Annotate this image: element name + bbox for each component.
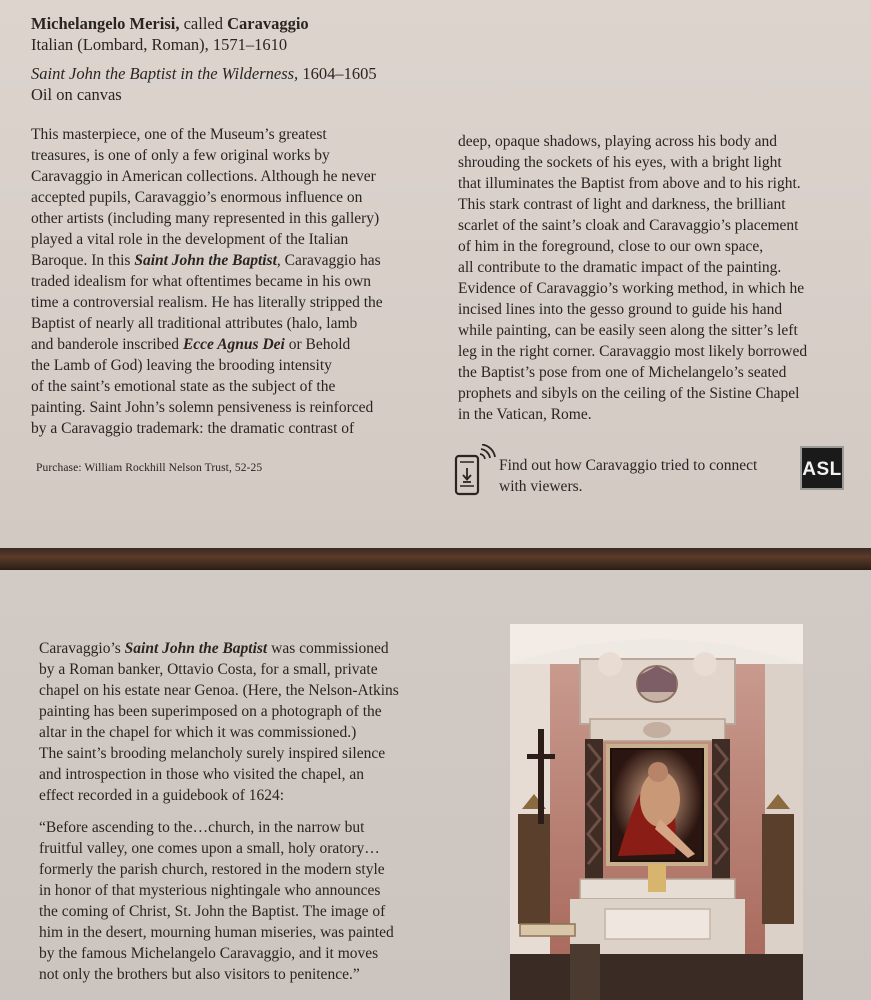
text-line: that illuminates the Baptist from above and to his right. xyxy=(458,175,801,192)
italic-title: Saint John the Baptist xyxy=(124,640,268,657)
text-line: Caravaggio’s xyxy=(39,640,125,657)
text-line: painting. Saint John’s solemn pensiveness is reinforced xyxy=(31,399,374,416)
text-line: formerly the parish church, restored in the modern style xyxy=(39,861,385,878)
text-line: by the famous Michelangelo Caravaggio, and it moves xyxy=(39,945,379,962)
description-right-column xyxy=(458,131,848,425)
text-line: Baptist of nearly all traditional attributes (halo, lamb xyxy=(31,315,358,332)
text-line: Evidence of Caravaggio’s working method, in which he xyxy=(458,280,805,297)
artwork-medium: Oil on canvas xyxy=(31,85,122,104)
text-line: while painting, can be easily seen along the sitter’s left xyxy=(458,322,798,339)
wall-divider xyxy=(0,548,871,570)
text-line: all contribute to the dramatic impact of the painting. xyxy=(458,259,782,276)
text-line: of the saint’s emotional state as the subject of the xyxy=(31,378,336,395)
text-line: in the Vatican, Rome. xyxy=(458,406,592,423)
cta-line: Find out how Caravaggio tried to connect xyxy=(499,457,758,474)
artist-nationality: Italian (Lombard, Roman), 1571–1610 xyxy=(31,35,288,54)
text-line: of him in the foreground, close to our own space, xyxy=(458,238,764,255)
text-line: or Behold xyxy=(284,336,351,353)
text-line: played a vital role in the development of the Italian xyxy=(31,231,349,248)
text-line: deep, opaque shadows, playing across his body and xyxy=(458,133,777,150)
text-line: treasures, is one of only a few original works by xyxy=(31,147,330,164)
text-line: leg in the right corner. Caravaggio most likely borrowed xyxy=(458,343,808,360)
text-line: other artists (including many represented in this gallery) xyxy=(31,210,380,227)
text-line: by a Caravaggio trademark: the dramatic contrast of xyxy=(31,420,355,437)
text-line: accepted pupils, Caravaggio’s enormous influence on xyxy=(31,189,363,206)
artist-alias: Caravaggio xyxy=(227,14,309,33)
artwork-title-line xyxy=(31,64,377,84)
text-line: and banderole inscribed xyxy=(31,336,183,353)
text-line: The saint’s brooding melancholy surely inspired silence xyxy=(39,745,386,762)
description-left-column xyxy=(31,124,431,439)
commission-paragraph xyxy=(39,638,489,806)
text-line: traded idealism for what oftentimes became in his own xyxy=(31,273,372,290)
asl-badge[interactable]: ASL xyxy=(800,446,844,490)
text-line: the Baptist’s pose from one of Michelangelo’s seated xyxy=(458,364,787,381)
artwork-date: 1604–1605 xyxy=(298,64,377,83)
mobile-phone-download-icon[interactable] xyxy=(452,444,496,496)
text-line: incised lines into the gesso ground to guide his hand xyxy=(458,301,783,318)
artist-name: Michelangelo Merisi, xyxy=(31,14,180,33)
credit-line: Purchase: William Rockhill Nelson Trust, 52-25 xyxy=(36,462,263,474)
guidebook-quote xyxy=(39,817,489,985)
text-line: chapel on his estate near Genoa. (Here, the Nelson-Atkins xyxy=(39,682,399,699)
text-line: Caravaggio in American collections. Although he never xyxy=(31,168,376,185)
text-line: altar in the chapel for which it was commissioned.) xyxy=(39,724,357,741)
text-line: him in the desert, mourning human miseries, was painted xyxy=(39,924,394,941)
text-line: time a controversial realism. He has literally stripped the xyxy=(31,294,383,311)
cta-line: with viewers. xyxy=(499,478,583,495)
text-line: and introspection in those who visited the chapel, an xyxy=(39,766,364,783)
text-line: prophets and sibyls on the ceiling of the Sistine Chapel xyxy=(458,385,800,402)
text-line: “Before ascending to the…church, in the narrow but xyxy=(39,819,365,836)
text-line: not only the brothers but also visitors to penitence.” xyxy=(39,966,360,983)
italic-phrase: Ecce Agnus Dei xyxy=(182,336,285,353)
text-line: was commissioned xyxy=(267,640,389,657)
audio-guide-prompt[interactable] xyxy=(499,455,757,497)
text-line: the Lamb of God) leaving the brooding intensity xyxy=(31,357,332,374)
text-line: in honor of that mysterious nightingale who announces xyxy=(39,882,381,899)
artist-called: called xyxy=(179,14,228,33)
text-line: This stark contrast of light and darkness, the brilliant xyxy=(458,196,786,213)
text-line: shrouding the sockets of his eyes, with a bright light xyxy=(458,154,782,171)
artwork-title: Saint John the Baptist in the Wilderness, xyxy=(31,64,299,83)
italic-title: Saint John the Baptist xyxy=(134,252,277,269)
artist-line xyxy=(31,14,309,34)
text-line: by a Roman banker, Ottavio Costa, for a small, private xyxy=(39,661,378,678)
chapel-altar-photo xyxy=(510,624,803,1000)
text-line: effect recorded in a guidebook of 1624: xyxy=(39,787,285,804)
text-line: the coming of Christ, St. John the Baptist. The image of xyxy=(39,903,386,920)
text-line: painting has been superimposed on a photograph of the xyxy=(39,703,382,720)
text-line: , Caravaggio has xyxy=(276,252,381,269)
text-line: This masterpiece, one of the Museum’s greatest xyxy=(31,126,327,143)
text-line: scarlet of the saint’s cloak and Caravaggio’s placement xyxy=(458,217,799,234)
text-line: Baroque. In this xyxy=(31,252,135,269)
text-line: fruitful valley, one comes upon a small, holy oratory… xyxy=(39,840,380,857)
